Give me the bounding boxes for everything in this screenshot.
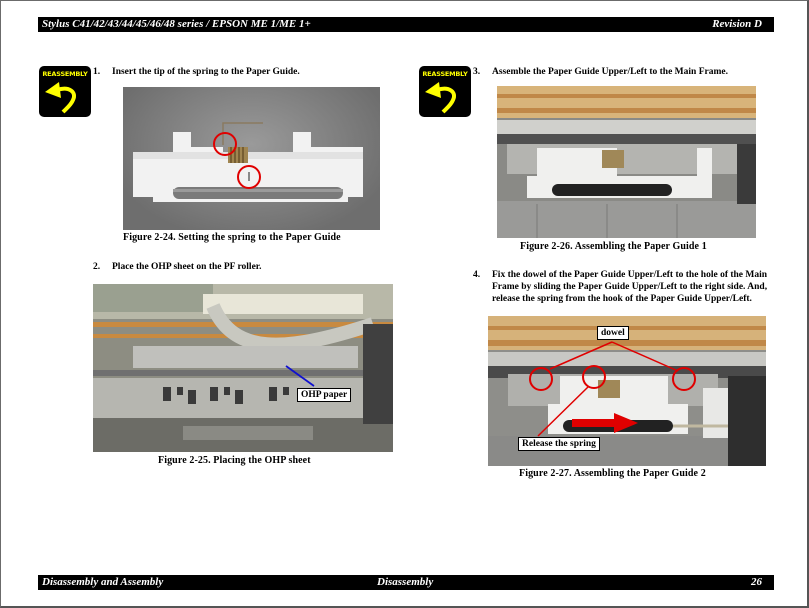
page-number: 26 [751,576,762,588]
callout-dowel: dowel [597,326,629,340]
step-number: 3. [473,67,481,77]
figure-2-25-caption: Figure 2-25. Placing the OHP sheet [158,455,311,466]
step-text: Place the OHP sheet on the PF roller. [112,262,262,272]
chapter-label: Disassembly and Assembly [42,576,164,588]
reassembly-icon [39,66,91,117]
return-arrow-icon [423,78,467,114]
figure-2-26-caption: Figure 2-26. Assembling the Paper Guide 1 [520,241,707,252]
step-number: 2. [93,262,101,272]
figure-2-26-photo [497,86,756,238]
step-text-line: Fix the dowel of the Paper Guide Upper/Left to the hole of the Main [492,270,768,280]
reassembly-label: REASSEMBLY [42,70,88,78]
step-text-line: release the spring from the hook of the Paper Guide Upper/Left. [492,294,752,304]
figure-2-24-photo [123,87,380,230]
step-number: 1. [93,67,101,77]
step-text-line: Frame by sliding the Paper Guide Upper/Left to the right side. And, [492,282,768,292]
callout-release-spring: Release the spring [518,437,600,451]
page-header [38,17,774,32]
page-footer [38,575,774,590]
reassembly-icon [419,66,471,117]
figure-2-25-photo [93,284,393,452]
callout-ohp-paper: OHP paper [297,388,351,402]
step-number: 4. [473,270,481,280]
figure-2-24-caption: Figure 2-24. Setting the spring to the Paper Guide [123,232,341,243]
reassembly-label: REASSEMBLY [422,70,468,78]
step-text: Insert the tip of the spring to the Paper Guide. [112,67,300,77]
section-label: Disassembly [377,576,434,588]
return-arrow-icon [43,78,87,114]
step-text: Assemble the Paper Guide Upper/Left to the Main Frame. [492,67,728,77]
revision-label: Revision D [712,18,762,30]
document-title: Stylus C41/42/43/44/45/46/48 series / EPSON ME 1/ME 1+ [42,18,311,30]
figure-2-27-caption: Figure 2-27. Assembling the Paper Guide 2 [519,468,706,479]
